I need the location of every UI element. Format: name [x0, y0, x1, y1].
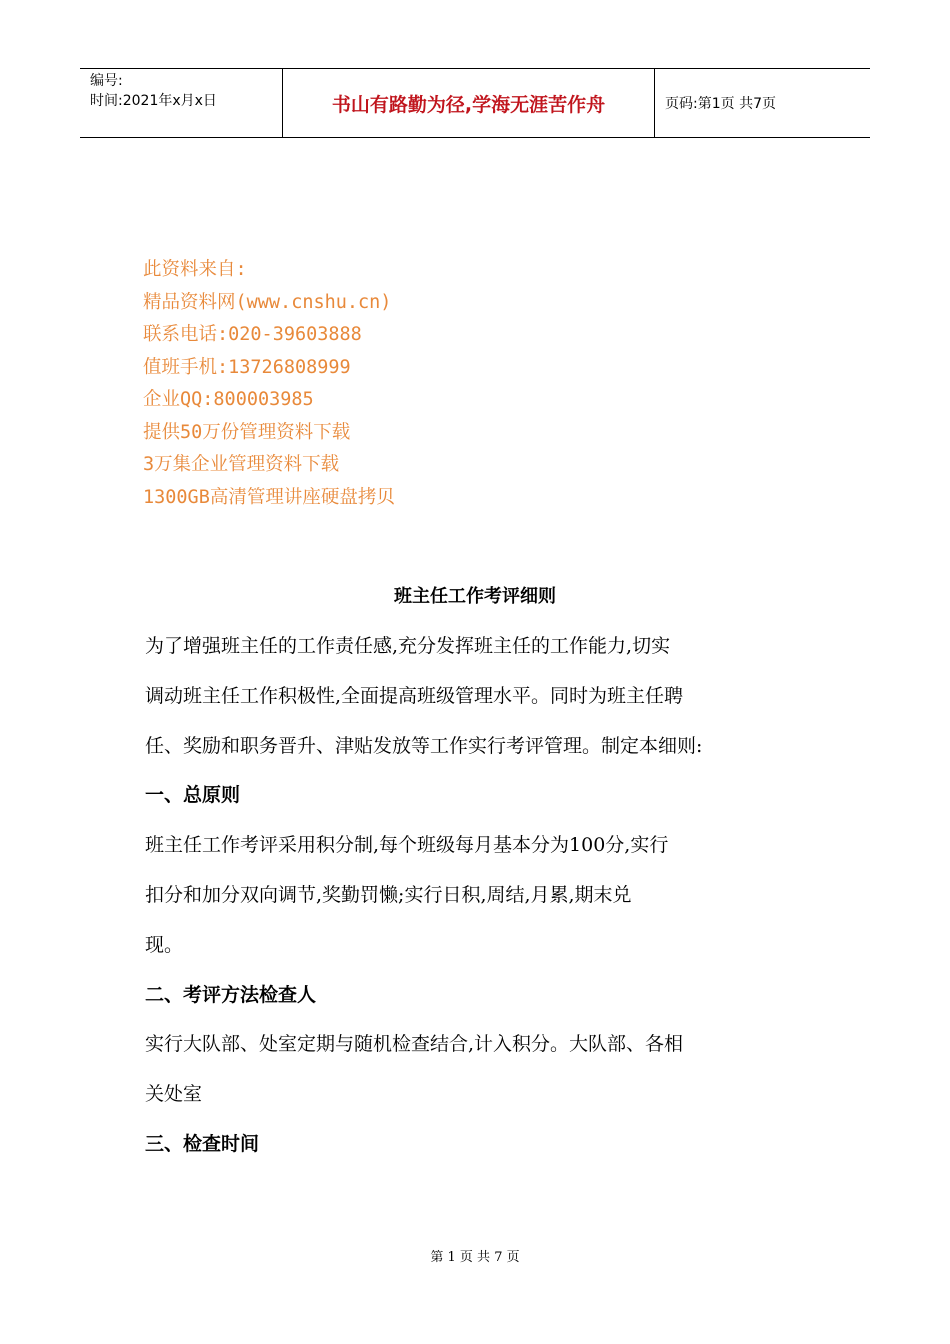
body-line: 实行大队部、处室定期与随机检查结合,计入积分。大队部、各相 — [145, 1033, 684, 1056]
body-line: 班主任工作考评采用积分制,每个班级每月基本分为100分,实行 — [145, 834, 669, 857]
section-heading: 一、总原则 — [145, 784, 241, 807]
header-motto: 书山有路勤为径,学海无涯苦作舟 — [282, 69, 655, 137]
body-line: 为了增强班主任的工作责任感,充分发挥班主任的工作能力,切实 — [145, 635, 671, 657]
document-time: 时间:2021年x月x日 — [90, 93, 217, 109]
header-page-info: 页码:第1页 共7页 — [665, 96, 776, 112]
page-header — [80, 68, 870, 138]
source-line: 联系电话:020-39603888 — [143, 324, 362, 345]
body-line: 现。 — [145, 933, 184, 956]
source-line: 企业QQ:800003985 — [143, 389, 314, 410]
body-line: 关处室 — [145, 1083, 203, 1106]
document-body — [145, 622, 810, 1170]
source-line: 提供50万份管理资料下载 — [143, 421, 351, 443]
page-footer: 第 1 页 共 7 页 — [430, 1250, 520, 1265]
source-line: 值班手机:13726808999 — [143, 356, 351, 378]
source-line: 3万集企业管理资料下载 — [143, 454, 340, 475]
section-heading: 二、考评方法检查人 — [145, 983, 317, 1006]
source-line: 精品资料网(www.cnshu.cn) — [143, 291, 392, 313]
body-line: 调动班主任工作积极性,全面提高班级管理水平。同时为班主任聘 — [145, 684, 684, 707]
source-line: 1300GB高清管理讲座硬盘拷贝 — [143, 486, 395, 508]
header-meta — [80, 69, 282, 137]
source-info-block — [143, 254, 395, 514]
source-line: 此资料来自: — [143, 259, 247, 280]
section-heading: 三、检查时间 — [145, 1132, 260, 1155]
document-title: 班主任工作考评细则 — [394, 586, 556, 607]
body-line: 扣分和加分双向调节,奖勤罚懒;实行日积,周结,月累,期末兑 — [145, 883, 632, 906]
body-line: 任、奖励和职务晋升、津贴发放等工作实行考评管理。制定本细则: — [145, 734, 703, 757]
document-number: 编号: — [90, 73, 123, 89]
